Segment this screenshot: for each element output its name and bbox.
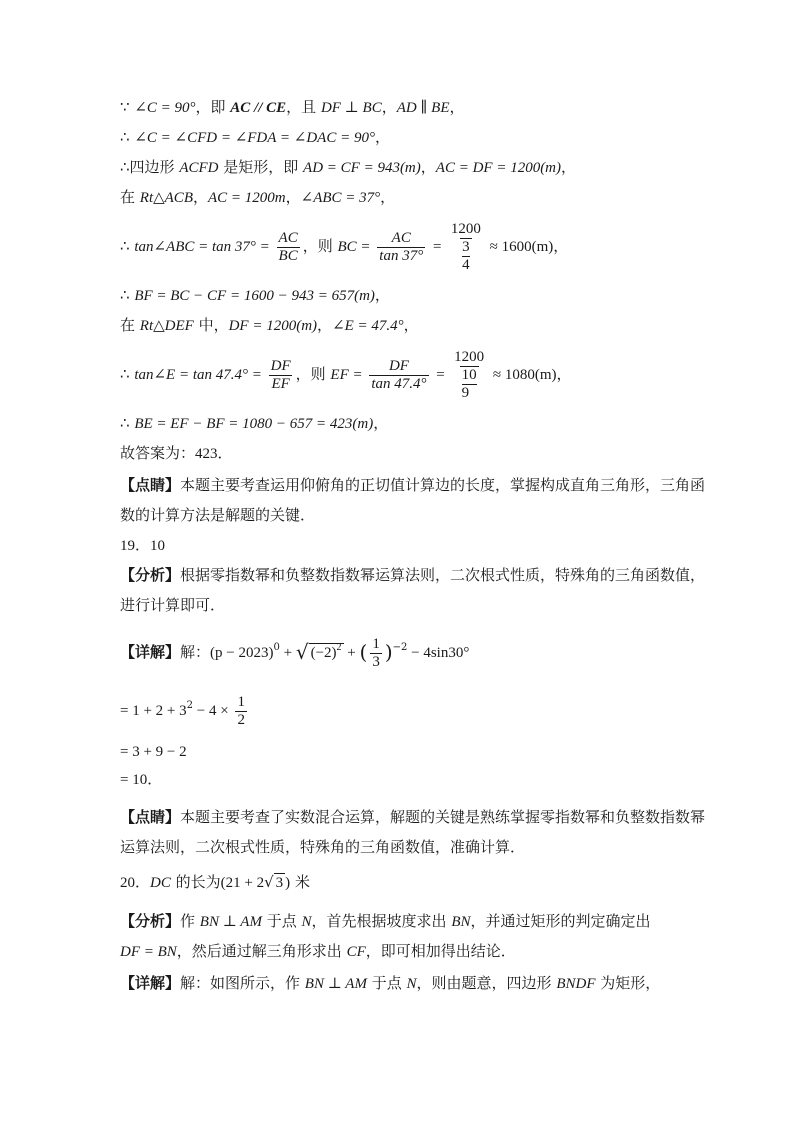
math: BNDF	[556, 976, 596, 992]
math: AC = 1200m	[208, 190, 286, 206]
fraction	[277, 230, 300, 265]
math: ≈ 1600(m)	[485, 239, 554, 255]
line-9	[120, 412, 388, 435]
math: EF =	[330, 367, 367, 383]
text: ∵	[120, 98, 135, 116]
line-12	[120, 504, 315, 526]
math: ∠C = ∠CFD = ∠FDA = ∠DAC = 90°	[134, 130, 375, 146]
fraction	[369, 358, 428, 393]
math: (p − 2023)	[210, 645, 274, 661]
math: AD ∥ BE	[396, 100, 450, 116]
text: ，即可相加得出结论．	[365, 942, 516, 960]
section-tag: 【分析】	[120, 912, 181, 930]
denominator: tan 37°	[379, 247, 424, 264]
sqrt-sign: √	[295, 640, 309, 664]
question-19-heading	[120, 534, 165, 557]
text: ，	[381, 98, 397, 116]
radicand: 3	[275, 875, 284, 891]
text: ，	[285, 188, 301, 206]
text: 的长为	[170, 873, 221, 891]
text: 是矩形，即	[218, 158, 304, 176]
question-number: 20．	[120, 875, 151, 891]
numerator: 1200	[454, 348, 485, 365]
text: 进行计算即可．	[120, 596, 226, 614]
numerator: DF	[388, 357, 409, 374]
text: 解：	[180, 643, 211, 661]
text: ，	[449, 98, 465, 116]
text: 本题主要考查运用仰俯角的正切值计算边的长度，掌握构成直角三角形，三角函	[180, 476, 706, 494]
math: +	[279, 645, 296, 661]
text: 本题主要考查了实数混合运算，解题的关键是熟练掌握零指数幂和负整数指数幂	[180, 808, 706, 826]
line-25	[120, 972, 660, 995]
denominator: BC	[278, 247, 298, 264]
text: ，则	[295, 365, 331, 383]
fraction	[269, 358, 293, 393]
line-15	[120, 594, 225, 616]
text: 故答案为：	[120, 444, 196, 462]
text: 于点	[261, 912, 302, 930]
exponent: −2	[392, 642, 408, 653]
denominator: 3	[372, 653, 380, 670]
numerator: 1	[372, 635, 380, 652]
line-1	[120, 96, 465, 119]
denominator: 9	[462, 384, 477, 402]
sqrt-sign: √	[264, 873, 274, 891]
text: ∴	[120, 414, 135, 432]
math: tan∠E = tan 47.4° =	[134, 367, 266, 383]
numerator: 3	[462, 238, 470, 255]
text: ，	[556, 365, 572, 383]
text: ，	[374, 128, 390, 146]
math: ACFD	[179, 160, 219, 176]
denominator: EF	[271, 375, 290, 392]
math: BC =	[337, 239, 375, 255]
math: Rt△ACB	[139, 190, 193, 206]
fraction	[377, 230, 425, 265]
line-14	[120, 564, 705, 586]
text: ∴	[120, 128, 135, 146]
math: BF = BC − CF = 1600 − 943 = 657(m)	[134, 288, 375, 304]
math: =	[431, 367, 450, 383]
line-24	[120, 940, 516, 963]
text: ∴	[120, 286, 135, 304]
math: (−2)	[310, 645, 337, 661]
text: ，然后通过解三角形求出	[176, 942, 347, 960]
text: ，	[192, 188, 208, 206]
numerator: 1200	[450, 220, 481, 237]
exponent: 2	[186, 700, 194, 711]
math: CF	[346, 944, 366, 960]
math: ≈ 1080(m)	[489, 367, 557, 383]
line-20	[120, 806, 705, 828]
text: ，	[317, 316, 333, 334]
line-16	[120, 630, 469, 675]
math: =	[428, 239, 446, 255]
line-23	[120, 910, 651, 933]
math: − 4sin30°	[407, 645, 470, 661]
text: ∴四边形	[120, 158, 180, 176]
text: ，	[553, 237, 569, 255]
numerator: DF	[270, 357, 291, 374]
text: ，并通过矩形的判定确定出	[470, 912, 651, 930]
denominator-fraction	[460, 238, 472, 274]
line-8	[120, 344, 572, 405]
denominator-fraction	[460, 366, 479, 402]
math: = 1 + 2 + 3	[120, 703, 187, 719]
text: 运算法则，二次根式性质，特殊角的三角函数值，准确计算．	[120, 838, 526, 856]
text: ，首先根据坡度求出	[311, 912, 452, 930]
math: ∠C = 90°	[134, 100, 196, 116]
math: AD = CF = 943(m)	[303, 160, 421, 176]
section-tag: 【分析】	[120, 566, 181, 584]
text: ，	[561, 158, 577, 176]
numerator: AC	[391, 229, 411, 246]
text: ，	[420, 158, 436, 176]
paren-close: )	[384, 640, 393, 664]
math: (21 + 2	[220, 875, 265, 891]
section-tag: 【详解】	[120, 643, 181, 661]
exponent: 2	[336, 642, 342, 653]
denominator: 2	[237, 711, 245, 728]
math: − 4 ×	[193, 703, 233, 719]
section-tag: 【详解】	[120, 974, 181, 992]
math: tan∠ABC = tan 37° =	[134, 239, 274, 255]
text: ∴	[120, 237, 135, 255]
text: 米	[290, 873, 310, 891]
text: 在	[120, 316, 140, 334]
line-3	[120, 156, 576, 179]
text: 解：如图所示，作	[180, 974, 305, 992]
radicand	[309, 643, 344, 662]
text: 根据零指数幂和负整数指数幂运算法则，二次根式性质，特殊角的三角函数值，	[180, 566, 706, 584]
text: ，	[374, 286, 390, 304]
paren-open: (	[359, 640, 368, 664]
text: 数的计算方法是解题的关键．	[120, 506, 316, 524]
line-10	[120, 442, 233, 465]
text: 于点	[366, 974, 407, 992]
denominator: tan 47.4°	[371, 375, 427, 392]
text: ．	[217, 444, 233, 462]
text: ，且	[286, 98, 321, 116]
text: 在	[120, 188, 140, 206]
math: DC	[150, 875, 171, 891]
math: +	[343, 645, 360, 661]
line-5	[120, 216, 568, 277]
line-7	[120, 314, 419, 337]
section-tag: 【点睛】	[120, 476, 181, 494]
math: = 3 + 9 − 2	[120, 744, 187, 760]
question-20-heading	[120, 868, 310, 897]
math: DF = 1200(m)	[228, 318, 318, 334]
math: ∠E = 47.4°	[332, 318, 404, 334]
line-11	[120, 474, 705, 496]
text: 为矩形，	[595, 974, 661, 992]
line-17	[120, 690, 250, 731]
denominator: 4	[462, 256, 470, 273]
text: ，	[403, 316, 419, 334]
text: 中，	[193, 316, 229, 334]
text: 作	[180, 912, 200, 930]
question-number: 19．10	[120, 538, 166, 554]
math: N	[406, 976, 417, 992]
math: )	[285, 875, 291, 891]
math: AC // CE	[230, 100, 287, 116]
section-tag: 【点睛】	[120, 808, 181, 826]
math: BN	[451, 914, 471, 930]
math: N	[301, 914, 312, 930]
fraction	[235, 694, 247, 729]
math: = 10	[120, 772, 148, 788]
numerator: AC	[278, 229, 298, 246]
text: ．	[147, 770, 163, 788]
text: ∴	[120, 365, 135, 383]
line-4	[120, 186, 395, 209]
text: ，即	[195, 98, 231, 116]
exponent: 0	[273, 642, 280, 653]
text: ，则由题意，四边形	[416, 974, 557, 992]
math: BE = EF − BF = 1080 − 657 = 423(m)	[134, 416, 374, 432]
answer: 423	[195, 446, 218, 462]
numerator: 10	[461, 366, 477, 383]
text: ，	[373, 414, 389, 432]
math: BN ⊥ AM	[199, 914, 262, 930]
math: DF ⊥ BC	[320, 100, 382, 116]
math: DF = BN	[120, 944, 177, 960]
math: ∠ABC = 37°	[300, 190, 381, 206]
line-18	[120, 740, 187, 763]
nested-fraction	[449, 221, 483, 274]
math: AC = DF = 1200(m)	[435, 160, 562, 176]
line-21	[120, 836, 525, 858]
math: BN ⊥ AM	[304, 976, 367, 992]
line-2	[120, 126, 390, 149]
text: ，	[380, 188, 396, 206]
text: ，则	[302, 237, 338, 255]
line-19	[120, 768, 162, 791]
line-6	[120, 284, 390, 307]
numerator: 1	[237, 693, 245, 710]
math: Rt△DEF	[139, 318, 194, 334]
nested-fraction	[452, 349, 486, 402]
fraction	[370, 636, 382, 671]
